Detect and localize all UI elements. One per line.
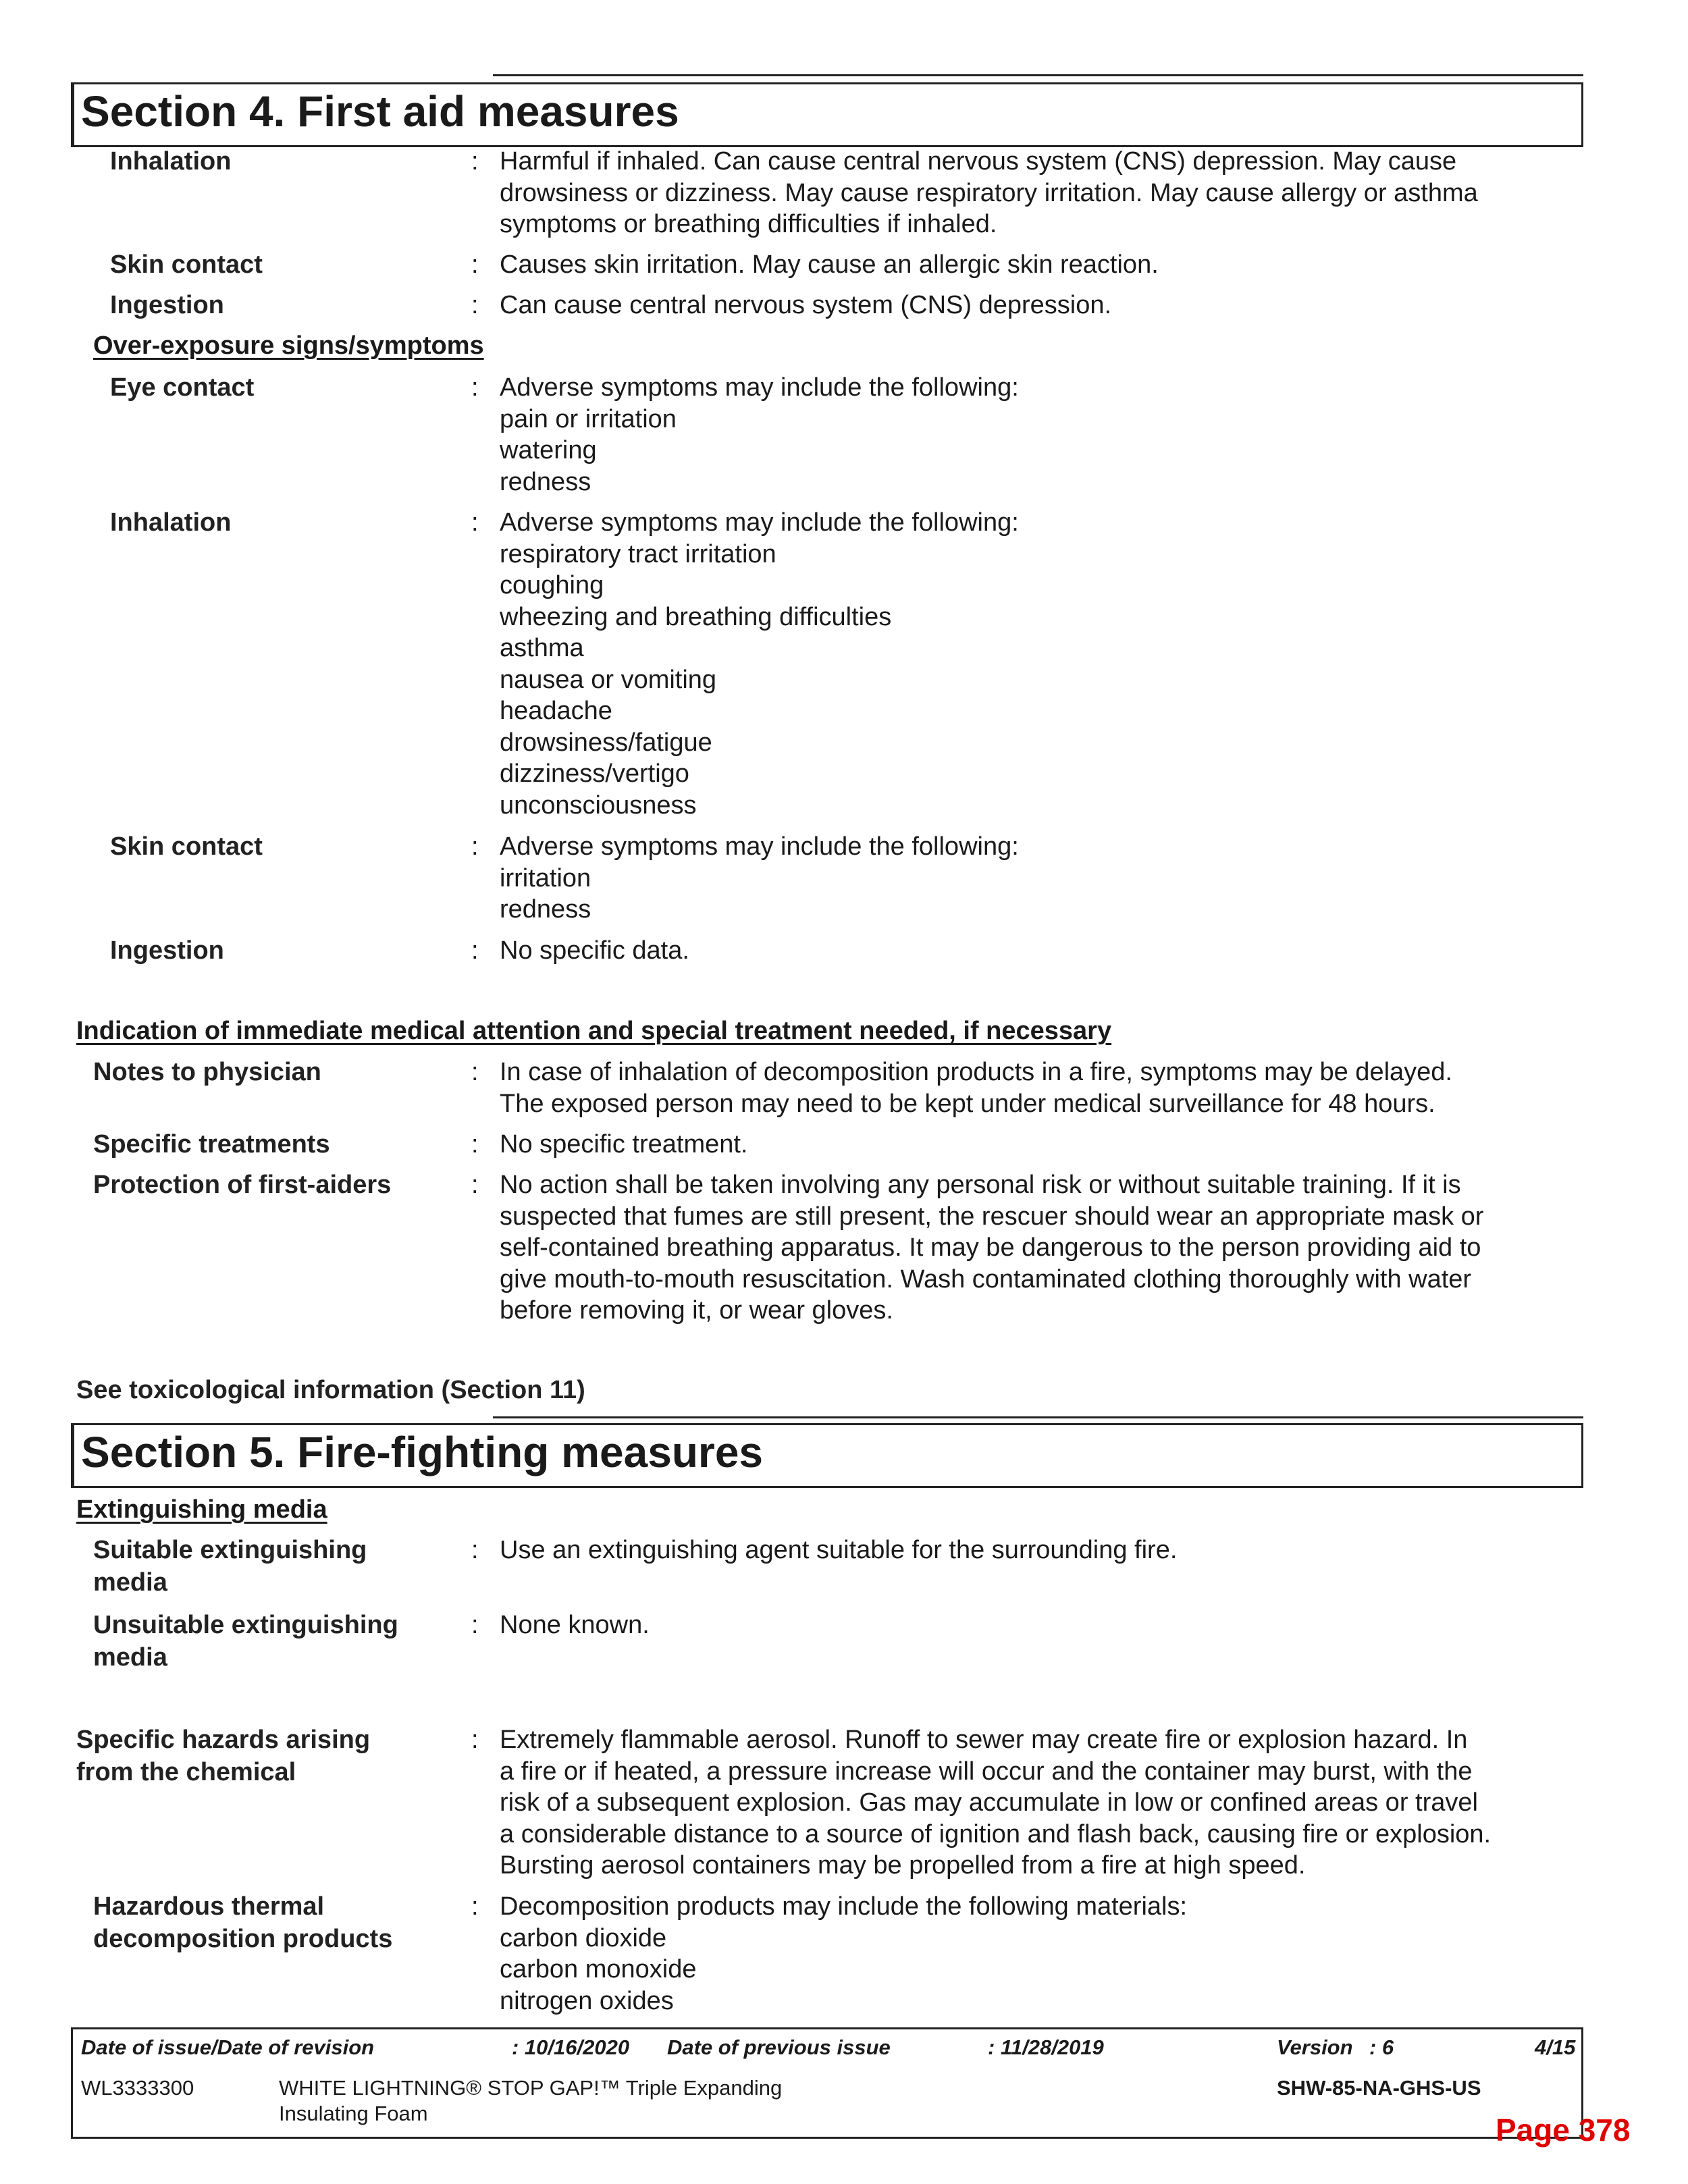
value-inhalation-symptoms: Adverse symptoms may include the following: respiratory tract irritation coughing wheezing and breathing difficulties asthma nausea or vomiting headache drowsiness/fatigue dizziness/vertigo unconsciousness bbox=[500, 508, 1019, 820]
footer-version-label: Version bbox=[1277, 2035, 1353, 2059]
extinguishing-media-heading: Extinguishing media bbox=[76, 1495, 327, 1524]
label-inhalation: Inhalation bbox=[110, 147, 232, 176]
value-skin-contact: Causes skin irritation. May cause an allergic skin reaction. bbox=[500, 250, 1159, 279]
colon: : bbox=[471, 1611, 479, 1639]
colon: : bbox=[471, 1171, 479, 1199]
footer-product-code: WL3333300 bbox=[81, 2076, 194, 2100]
colon: : bbox=[471, 1130, 479, 1158]
medical-attention-heading: Indication of immediate medical attention and special treatment needed, if necessary bbox=[76, 1017, 1112, 1045]
footer-date-label: Date of issue/Date of revision bbox=[81, 2035, 375, 2059]
colon: : bbox=[471, 832, 479, 861]
label-suitable-extinguishing-media: Suitable extinguishing media bbox=[93, 1536, 367, 1597]
label-skin-contact-symptoms: Skin contact bbox=[110, 832, 263, 861]
label-skin-contact: Skin contact bbox=[110, 250, 263, 279]
colon: : bbox=[471, 147, 479, 176]
footer bbox=[71, 2027, 1583, 2139]
value-specific-treatments: No specific treatment. bbox=[500, 1130, 748, 1158]
footer-doc-code: SHW-85-NA-GHS-US bbox=[1277, 2076, 1481, 2100]
label-inhalation-symptoms: Inhalation bbox=[110, 508, 232, 537]
colon: : bbox=[471, 373, 479, 402]
colon: : bbox=[471, 936, 479, 965]
overexposure-heading: Over-exposure signs/symptoms bbox=[93, 331, 484, 360]
section-4-top-rule bbox=[493, 74, 1583, 76]
footer-version-value: : 6 bbox=[1369, 2035, 1394, 2059]
value-eye-contact: Adverse symptoms may include the following: pain or irritation watering redness bbox=[500, 373, 1019, 496]
section-4-title: Section 4. First aid measures bbox=[71, 82, 1583, 147]
page-stamp: Page 378 bbox=[1496, 2112, 1631, 2148]
see-toxicological-info: See toxicological information (Section 11) bbox=[76, 1376, 585, 1404]
label-eye-contact: Eye contact bbox=[110, 373, 255, 402]
footer-prev-value: : 11/28/2019 bbox=[988, 2035, 1104, 2059]
footer-prev-label: Date of previous issue bbox=[667, 2035, 891, 2059]
label-ingestion: Ingestion bbox=[110, 291, 224, 319]
colon: : bbox=[471, 1726, 479, 1754]
footer-date-value: : 10/16/2020 bbox=[512, 2035, 630, 2059]
value-suitable-extinguishing-media: Use an extinguishing agent suitable for the surrounding fire. bbox=[500, 1536, 1178, 1564]
section-5-title: Section 5. Fire-fighting measures bbox=[71, 1423, 1583, 1488]
label-protection-of-first-aiders: Protection of first-aiders bbox=[93, 1171, 392, 1199]
value-ingestion: Can cause central nervous system (CNS) depression. bbox=[500, 291, 1112, 319]
value-unsuitable-extinguishing-media: None known. bbox=[500, 1611, 650, 1639]
value-inhalation: Harmful if inhaled. Can cause central nervous system (CNS) depression. May cause drowsiness or dizziness. May cause respiratory irritation. May cause allergy or asthma symptoms or breathing difficulties if inhaled. bbox=[500, 147, 1478, 238]
colon: : bbox=[471, 291, 479, 319]
label-hazardous-decomposition: Hazardous thermal decomposition products bbox=[93, 1892, 393, 1953]
colon: : bbox=[471, 250, 479, 279]
label-notes-to-physician: Notes to physician bbox=[93, 1058, 321, 1086]
section-5-top-rule bbox=[493, 1416, 1583, 1418]
value-specific-hazards: Extremely flammable aerosol. Runoff to sewer may create fire or explosion hazard. In a fire or if heated, a pressure increase will occur and the container may burst, with the risk of a subsequent explosion. Gas may accumulate in low or confined areas or travel a considerable distance to a source of ignition and flash back, causing fire or explosion. Bursting aerosol containers may be propelled from a fire at high speed. bbox=[500, 1726, 1492, 1880]
colon: : bbox=[471, 1536, 479, 1564]
colon: : bbox=[471, 508, 479, 537]
colon: : bbox=[471, 1058, 479, 1086]
footer-page-number: 4/15 bbox=[1535, 2035, 1576, 2059]
label-specific-treatments: Specific treatments bbox=[93, 1130, 330, 1158]
value-notes-to-physician: In case of inhalation of decomposition products in a fire, symptoms may be delayed. The exposed person may need to be kept under medical surveillance for 48 hours. bbox=[500, 1058, 1452, 1118]
value-hazardous-decomposition: Decomposition products may include the following materials: carbon dioxide carbon monoxide nitrogen oxides bbox=[500, 1892, 1188, 2015]
value-skin-contact-symptoms: Adverse symptoms may include the following: irritation redness bbox=[500, 832, 1019, 924]
label-specific-hazards: Specific hazards arising from the chemical bbox=[76, 1726, 371, 1786]
label-unsuitable-extinguishing-media: Unsuitable extinguishing media bbox=[93, 1611, 398, 1672]
footer-product-name: WHITE LIGHTNING® STOP GAP!™ Triple Expanding Insulating Foam bbox=[279, 2076, 783, 2125]
label-ingestion-symptoms: Ingestion bbox=[110, 936, 224, 965]
value-ingestion-symptoms: No specific data. bbox=[500, 936, 689, 965]
colon: : bbox=[471, 1892, 479, 1921]
value-protection-of-first-aiders: No action shall be taken involving any personal risk or without suitable training. If it is suspected that fumes are still present, the rescuer should wear an appropriate mask or self-contained breathing apparatus. It may be dangerous to the person providing aid to give mouth-to-mouth resuscitation. Wash contaminated clothing thoroughly with water before removing it, or wear gloves. bbox=[500, 1171, 1484, 1325]
